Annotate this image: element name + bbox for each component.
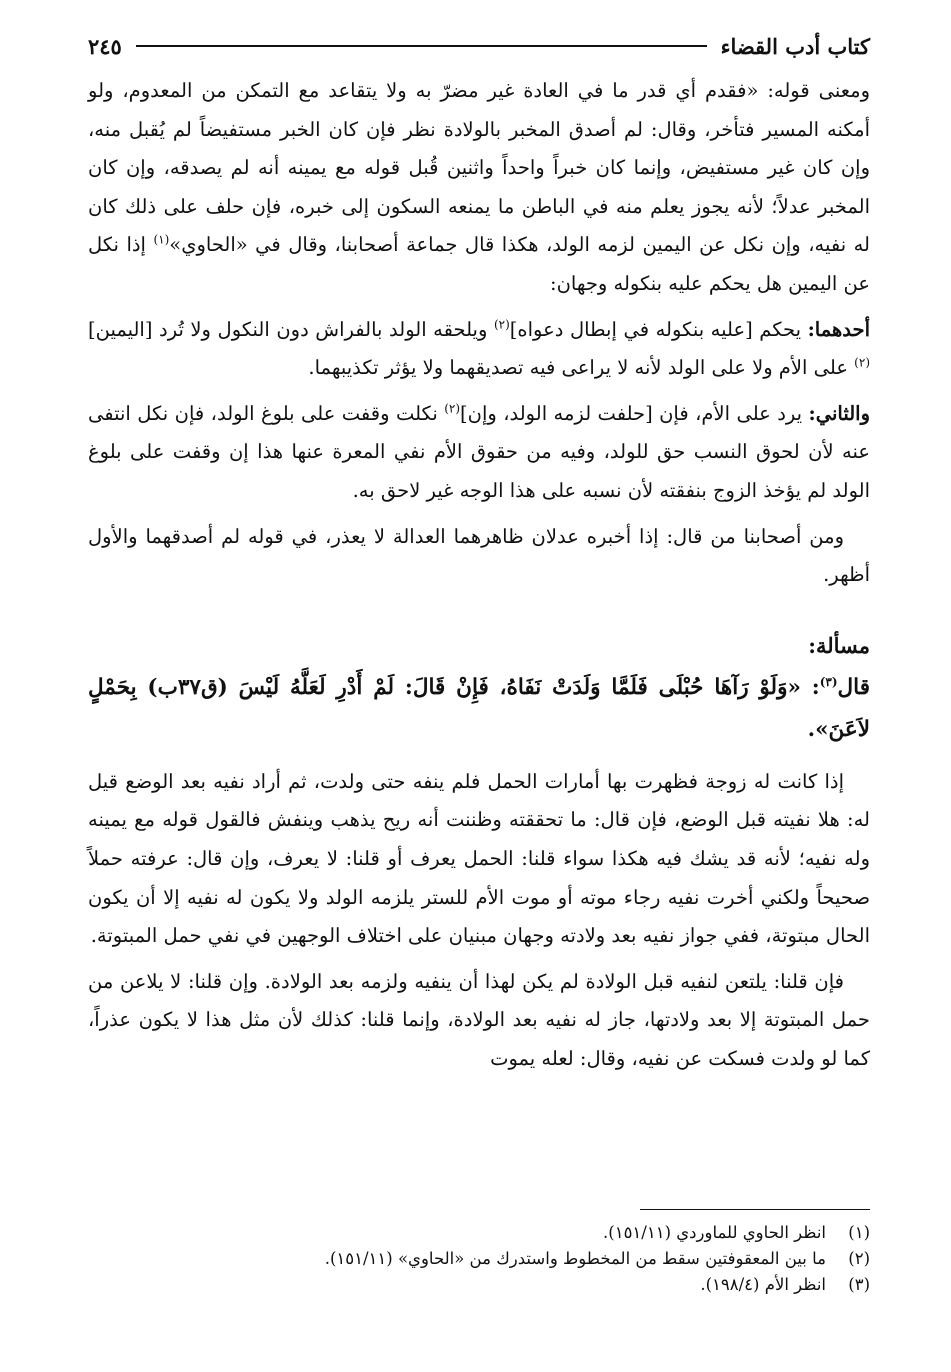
paragraph-text: نكلت وقفت على بلوغ الولد، فإن نكل انتفى عنه لأن لحوق النسب حق للولد، وفيه من حقوق الأم نفي المعرة عنها هذا إن وقفت على بلوغ الولد لم يؤخذ الزوج بنفقته لأن نسبه على هذا الوجه غير لاحق به. (88, 401, 870, 502)
paragraph-text: ومن أصحابنا من قال: إذا أخبره عدلان ظاهرهما العدالة لا يعذر، في قوله لم أصدقهما والأول أظهر. (88, 524, 870, 587)
paragraph-lead: أحدهما: (807, 317, 870, 341)
paragraph-text: ومعنى قوله: «فقدم أي قدر ما في العادة غير مضرّ به ولا يتقاعد مع التمكن من المعدوم، ولو أمكنه المسير فتأخر، وقال: لم أصدق المخبر بالولادة نظر فإن كان الخبر مستفيضاً لم يُقبل منه، وإن كان غير مستفيض، وإنما كان خبراً واحداً واثنين قُبل قوله مع يمينه أنه لم يصدقه، وإن كان المخبر عدلاً؛ لأنه يجوز يعلم منه في الباطن ما يمنعه السكون إلى خبره، فإن حلف على ذلك كان له نفيه، وإن نكل عن اليمين لزمه الولد، هكذا قال جماعة أصحابنا، وقال في «الحاوي» (88, 79, 870, 257)
paragraph-text: إذا نكل عن اليمين هل يحكم عليه بنكوله وجهان: (88, 233, 870, 295)
paragraph-text: يرد على الأم، فإن [حلفت لزمه الولد، وإن] (460, 401, 809, 425)
matn-lead: قال (837, 674, 870, 700)
footnote-ref[interactable]: (٢) (444, 401, 461, 416)
footnote-number: (٢) (848, 1249, 870, 1268)
footnote-number: (٣) (848, 1275, 870, 1294)
matn-text: : «وَلَوْ رَآهَا حُبْلَى فَلَمَّا وَلَدَتْ نَفَاهُ، فَإِنْ قَالَ: لَمْ أَدْرِ لَعَلَّهُ لَيْسَ (ق٣٧ب) بِحَمْلٍ لاَعَنَ». (88, 674, 870, 742)
footnote-3 (88, 1272, 870, 1298)
footnote-number: (١) (848, 1223, 870, 1242)
paragraph-text: على الأم ولا على الولد لأنه لا يراعى فيه تصديقهما ولا يؤثر تكذيبهما. (308, 356, 855, 380)
matn-quote (88, 667, 870, 751)
paragraph-text: يحكم [عليه بنكوله في إبطال دعواه] (509, 317, 808, 341)
footnote-text: انظر الأم (١٩٨/٤). (700, 1275, 826, 1294)
running-head (88, 28, 870, 64)
paragraph-1 (88, 72, 870, 304)
footnotes (88, 1209, 870, 1298)
footnote-ref[interactable]: (٣) (819, 674, 838, 689)
paragraph-5: إذا كانت له زوجة فظهرت بها أمارات الحمل فلم ينفه حتى ولدت، ثم أراد نفيه بعد الوضع قيل له: هلا نفيته قبل الوضع، فإن قال: ما تحققته وظننت أنه ريح يذهب وينفش فالقول قوله مع يمينه وله نفيه؛ لأنه قد يشك فيه هكذا سواء قلنا: الحمل يعرف أو قلنا: لا يعرف، وإن قال: عرفته حملاً صحيحاً ولكني أخرت نفيه رجاء موته أو موت الأم للستر يلزمه الولد ولا يكون له نفيه إلا أن يكون الحال مبتوتة، ففي جواز نفيه بعد ولادته وجهان مبنيان على اختلاف الوجهين في نفي حمل المبتوتة. (88, 769, 870, 948)
section-heading: مسألة: (808, 632, 870, 658)
footnote-text: انظر الحاوي للماوردي (١٥١/١١). (603, 1223, 826, 1242)
paragraph-2 (88, 311, 870, 388)
footnote-rule (640, 1209, 870, 1210)
page-number: ٢٤٥ (88, 33, 122, 59)
footnote-ref[interactable]: (١) (153, 232, 170, 247)
paragraph-3 (88, 395, 870, 511)
paragraph-6: فإن قلنا: يلتعن لنفيه قبل الولادة لم يكن لهذا أن ينفيه ولزمه بعد الولادة. وإن قلنا: لا يلاعن من حمل المبتوتة إلا بعد ولادتها، جاز له نفيه بعد الولادة، وإنما قلنا: كذلك لأن مثل هذا لا يكون عذراً، كما لو ولدت فسكت عن نفيه، وقال: لعله يموت (88, 969, 870, 1070)
footnote-ref[interactable]: (٢) (493, 317, 510, 332)
footnote-1 (88, 1220, 870, 1246)
paragraph-4 (88, 518, 870, 595)
paragraph-text: ويلحقه الولد بالفراش دون النكول ولا تُرد [اليمين] (88, 317, 494, 341)
page (88, 28, 870, 1085)
footnote-text: ما بين المعقوفتين سقط من المخطوط واستدرك من «الحاوي» (١٥١/١١). (324, 1249, 826, 1268)
paragraph-lead: والثاني: (808, 401, 870, 425)
footnote-ref[interactable]: (٢) (854, 355, 870, 370)
book-title: كتاب أدب القضاء (720, 33, 870, 59)
body-text (88, 72, 870, 1078)
header-rule (136, 45, 707, 47)
footnote-2 (88, 1246, 870, 1272)
